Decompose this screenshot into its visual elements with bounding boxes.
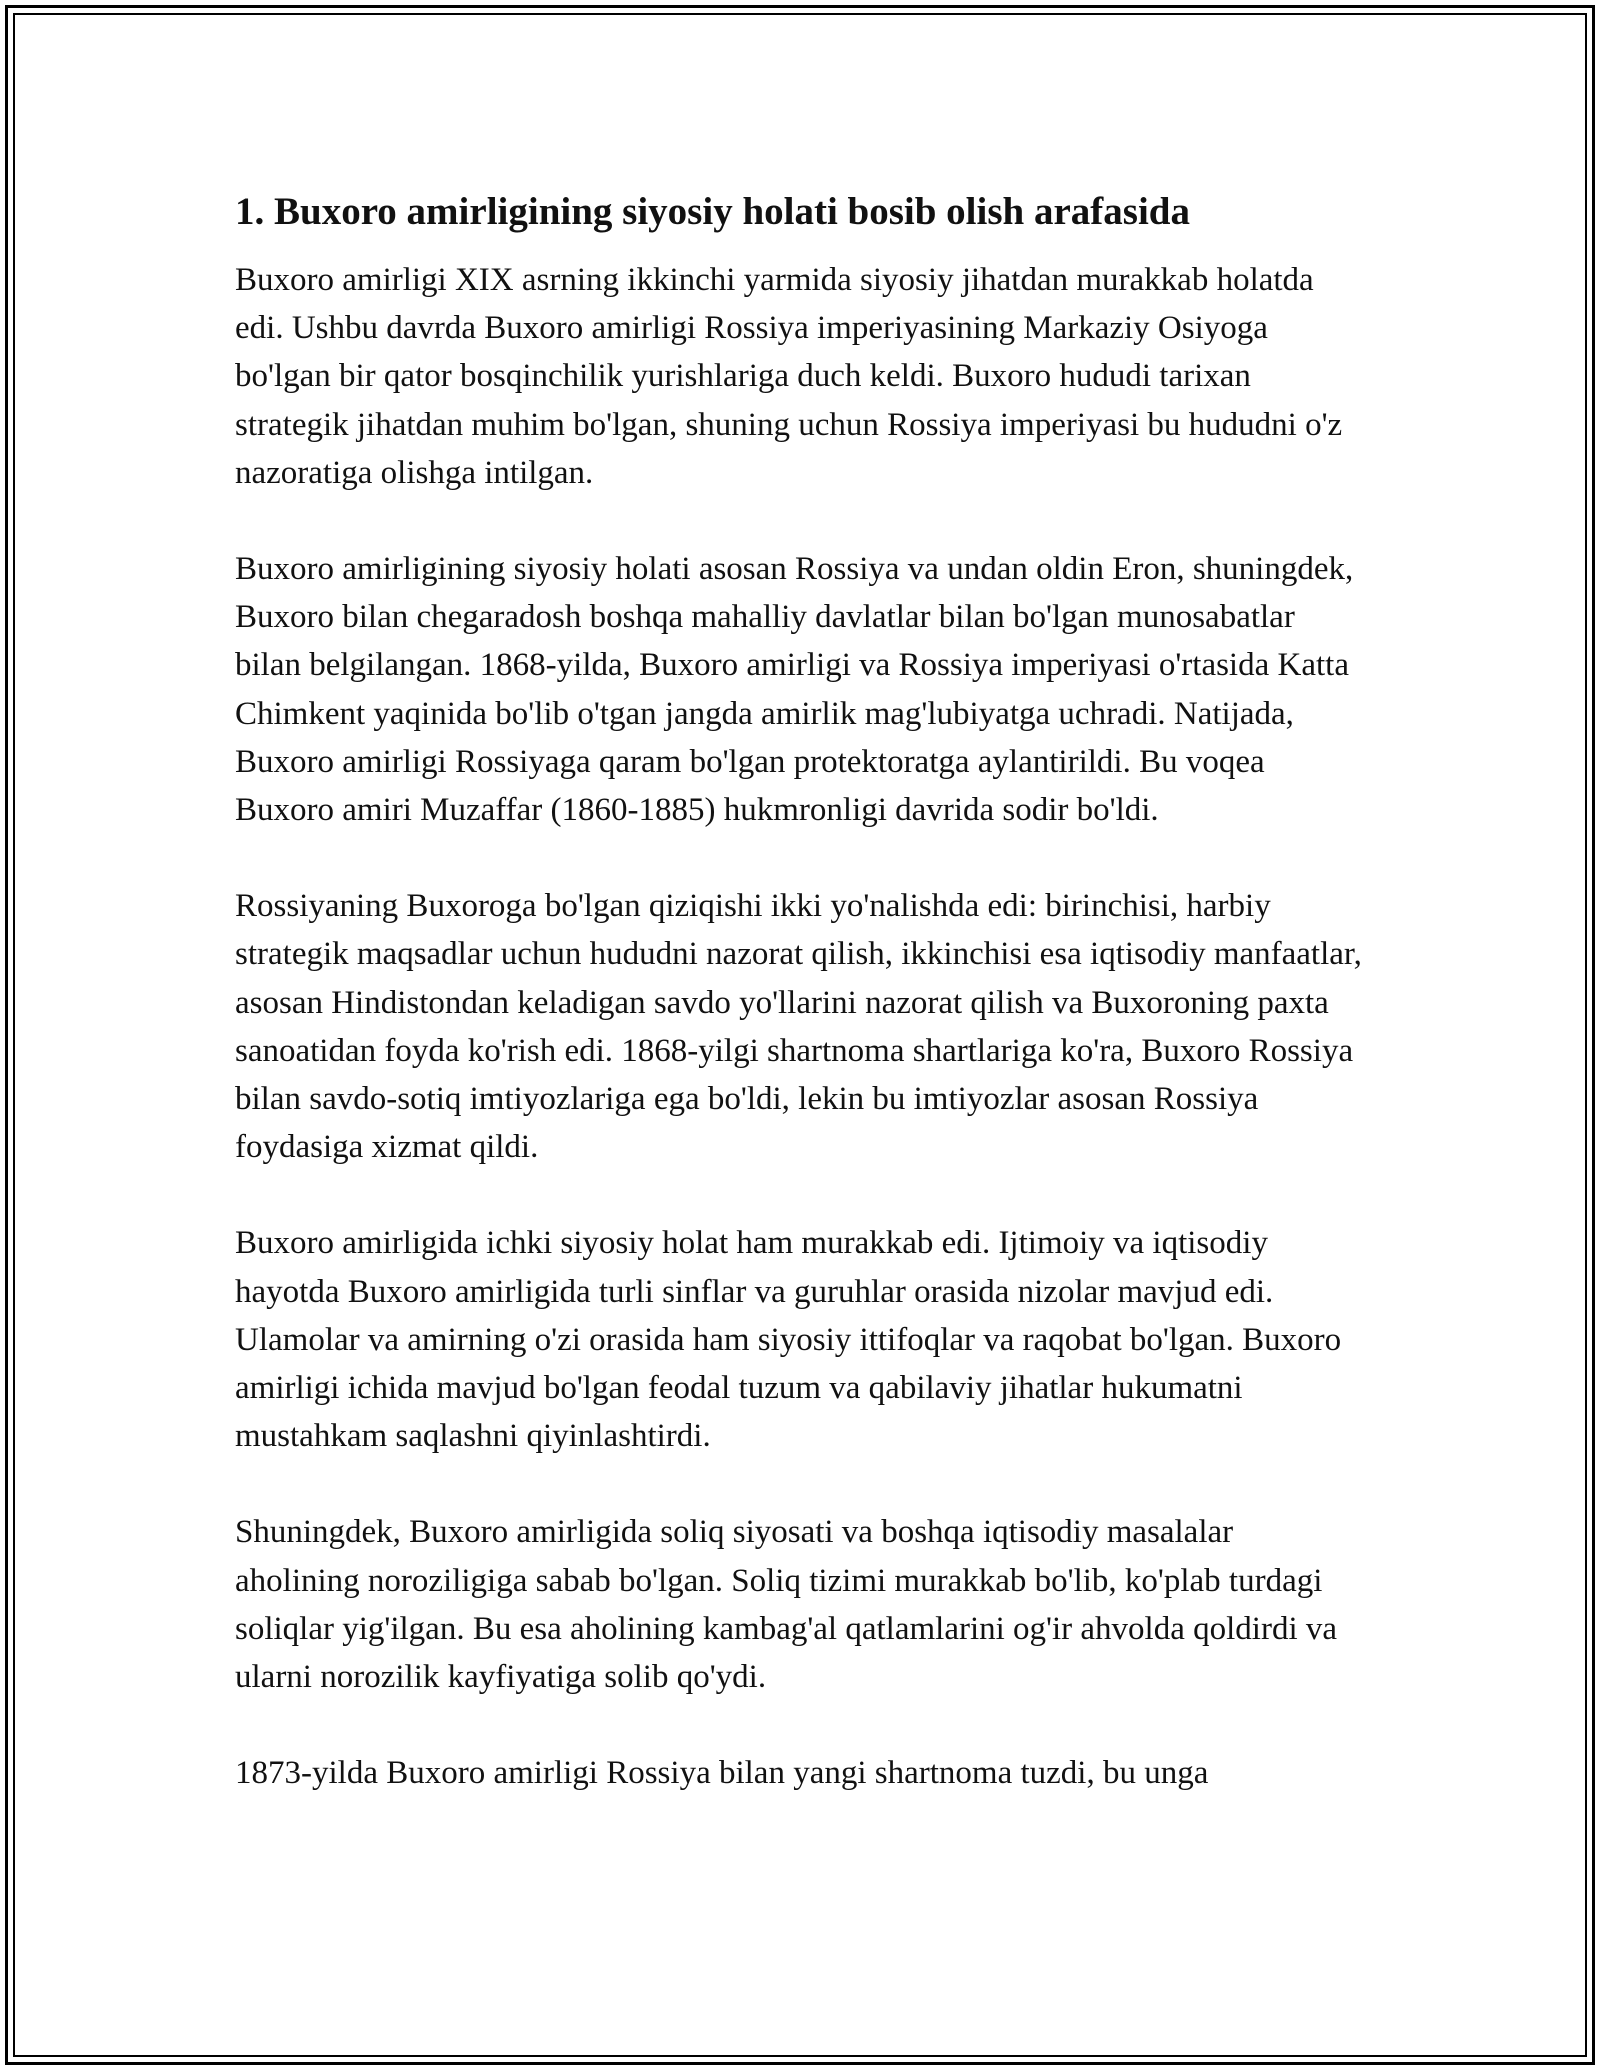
paragraph-4: Buxoro amirligida ichki siyosiy holat ham murakkab edi. Ijtimoiy va iqtisodiy hayotda Buxoro amirligida turli sinflar va guruhlar orasida nizolar mavjud edi. Ulamolar va amirning o'zi orasida ham siyosiy ittifoqlar va raqobat bo'lgan. Buxoro amirligi ichida mavjud bo'lgan feodal tuzum va qabilaviy jihatlar hukumatni mustahkam saqlashni qiyinlashtirdi. [235, 1225, 1342, 1455]
paragraph-6: 1873-yilda Buxoro amirligi Rossiya bilan yangi shartnoma tuzdi, bu unga [235, 1755, 1209, 1792]
paragraph-1: Buxoro amirligi XIX asrning ikkinchi yarmida siyosiy jihatdan murakkab holatda edi. Ushbu davrda Buxoro amirligi Rossiya imperiyasining Markaziy Osiyoga bo'lgan bir qator bosqinchilik yurishlariga duch keldi. Buxoro hududi tarixan strategik jihatdan muhim bo'lgan, shuning uchun Rossiya imperiyasi bu hududni o'z nazoratiga olishga intilgan. [235, 262, 1343, 491]
paragraph-2: Buxoro amirligining siyosiy holati asosan Rossiya va undan oldin Eron, shuningdek, Buxoro bilan chegaradosh boshqa mahalliy davlatlar bilan bo'lgan munosabatlar bilan belgilangan. 1868-yilda, Buxoro amirligi va Rossiya imperiyasi o'rtasida Katta Chimkent yaqinida bo'lib o'tgan jangda amirlik mag'lubiyatga uchradi. Natijada, Buxoro amirligi Rossiyaga qaram bo'lgan protektoratga aylantirildi. Bu voqea Buxoro amiri Muzaffar (1860-1885) hukmronligi davrida sodir bo'ldi. [235, 551, 1354, 829]
paragraph-5: Shuningdek, Buxoro amirligida soliq siyosati va boshqa iqtisodiy masalalar aholining noroziligiga sabab bo'lgan. Soliq tizimi murakkab bo'lib, ko'plab turdagi soliqlar yig'ilgan. Bu esa aholining kambag'al qatlamlarini og'ir ahvolda qoldirdi va ularni norozilik kayfiyatiga solib qo'ydi. [235, 1514, 1338, 1696]
document-body [235, 188, 1365, 1845]
paragraph-3: Rossiyaning Buxoroga bo'lgan qiziqishi ikki yo'nalishda edi: birinchisi, harbiy strategik maqsadlar uchun hududni nazorat qilish, ikkinchisi esa iqtisodiy manfaatlar, asosan Hindistondan keladigan savdo yo'llarini nazorat qilish va Buxoroning paxta sanoatidan foyda ko'rish edi. 1868-yilgi shartnoma shartlariga ko'ra, Buxoro Rossiya bilan savdo-sotiq imtiyozlariga ega bo'ldi, lekin bu imtiyozlar asosan Rossiya foydasiga xizmat qildi. [235, 888, 1362, 1166]
section-heading: 1. Buxoro amirligining siyosiy holati bosib olish arafasida [235, 190, 1190, 233]
